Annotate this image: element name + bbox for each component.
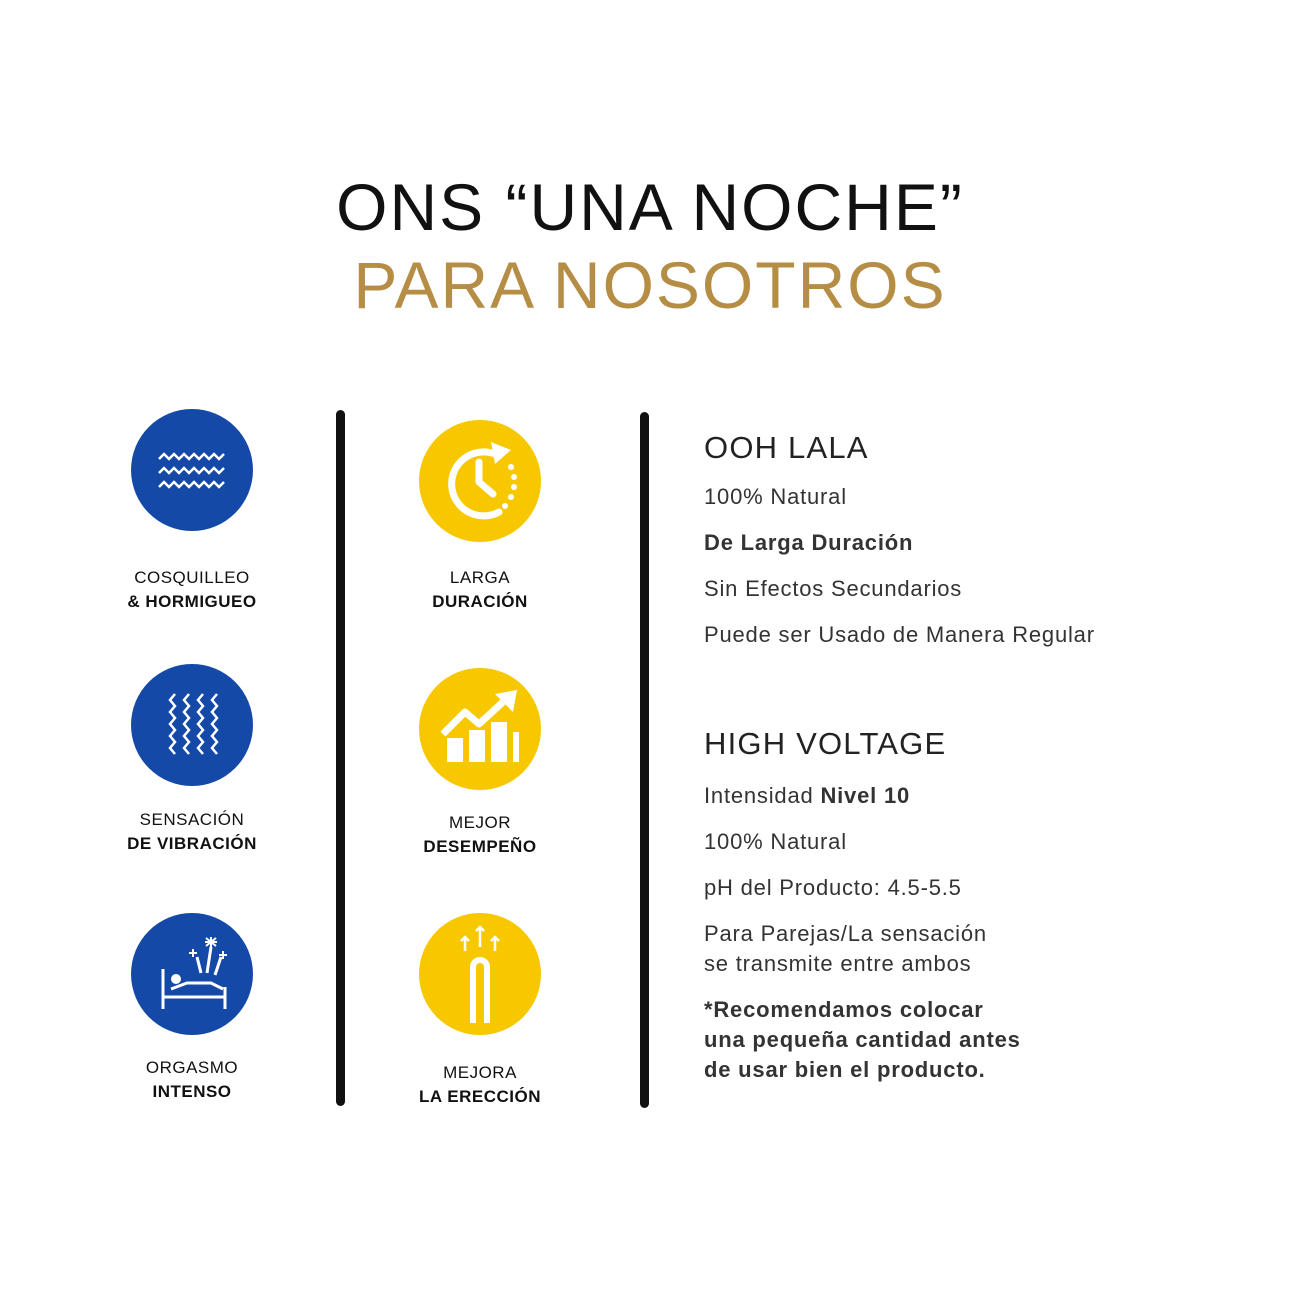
feature-item: Puede ser Usado de Manera Regular [704,622,1095,647]
label-orgasmo: ORGASMO INTENSO [145,1058,239,1101]
note-line-2: una pequeña cantidad antes [704,1027,1021,1052]
label-mejor: MEJOR DESEMPEÑO [423,813,537,856]
label-mejora: MEJORA LA ERECCIÓN [419,1063,541,1106]
title-line-1: ONS “UNA NOCHE” [336,170,964,244]
feature-couples [704,919,987,979]
vibration-icon [131,664,253,786]
couples-line-2: se transmite entre ambos [704,951,972,976]
recommendation-note [704,995,1021,1085]
couples-line-1: Para Parejas/La sensación [704,921,987,946]
bed-fireworks-icon [131,913,253,1035]
note-line-1: *Recomendamos colocar [704,997,984,1022]
feature-item: De Larga Duración [704,530,914,555]
note-line-3: de usar bien el producto. [704,1057,986,1082]
column-divider-left [336,410,345,1106]
intensity-label: Intensidad [704,783,814,808]
feature-item: Sin Efectos Secundarios [704,576,963,601]
feature-item: 100% Natural [704,829,847,854]
label-sensacion: SENSACIÓN DE VIBRACIÓN [127,810,257,853]
clock-icon [419,420,541,542]
column-divider-right [640,412,649,1108]
intensity-value: Nivel 10 [820,783,911,808]
product-title-high-voltage: HIGH VOLTAGE [704,726,947,761]
growth-chart-icon [419,668,541,790]
feature-intensity [704,781,910,811]
title-line-2: PARA NOSOTROS [353,248,947,322]
product-title-ooh-lala: OOH LALA [704,430,869,465]
erection-arrows-icon [419,913,541,1035]
feature-item: 100% Natural [704,484,847,509]
label-cosquilleo: COSQUILLEO & HORMIGUEO [127,568,257,611]
feature-item: pH del Producto: 4.5-5.5 [704,875,962,900]
waves-icon [131,409,253,531]
label-larga: LARGA DURACIÓN [432,568,528,611]
